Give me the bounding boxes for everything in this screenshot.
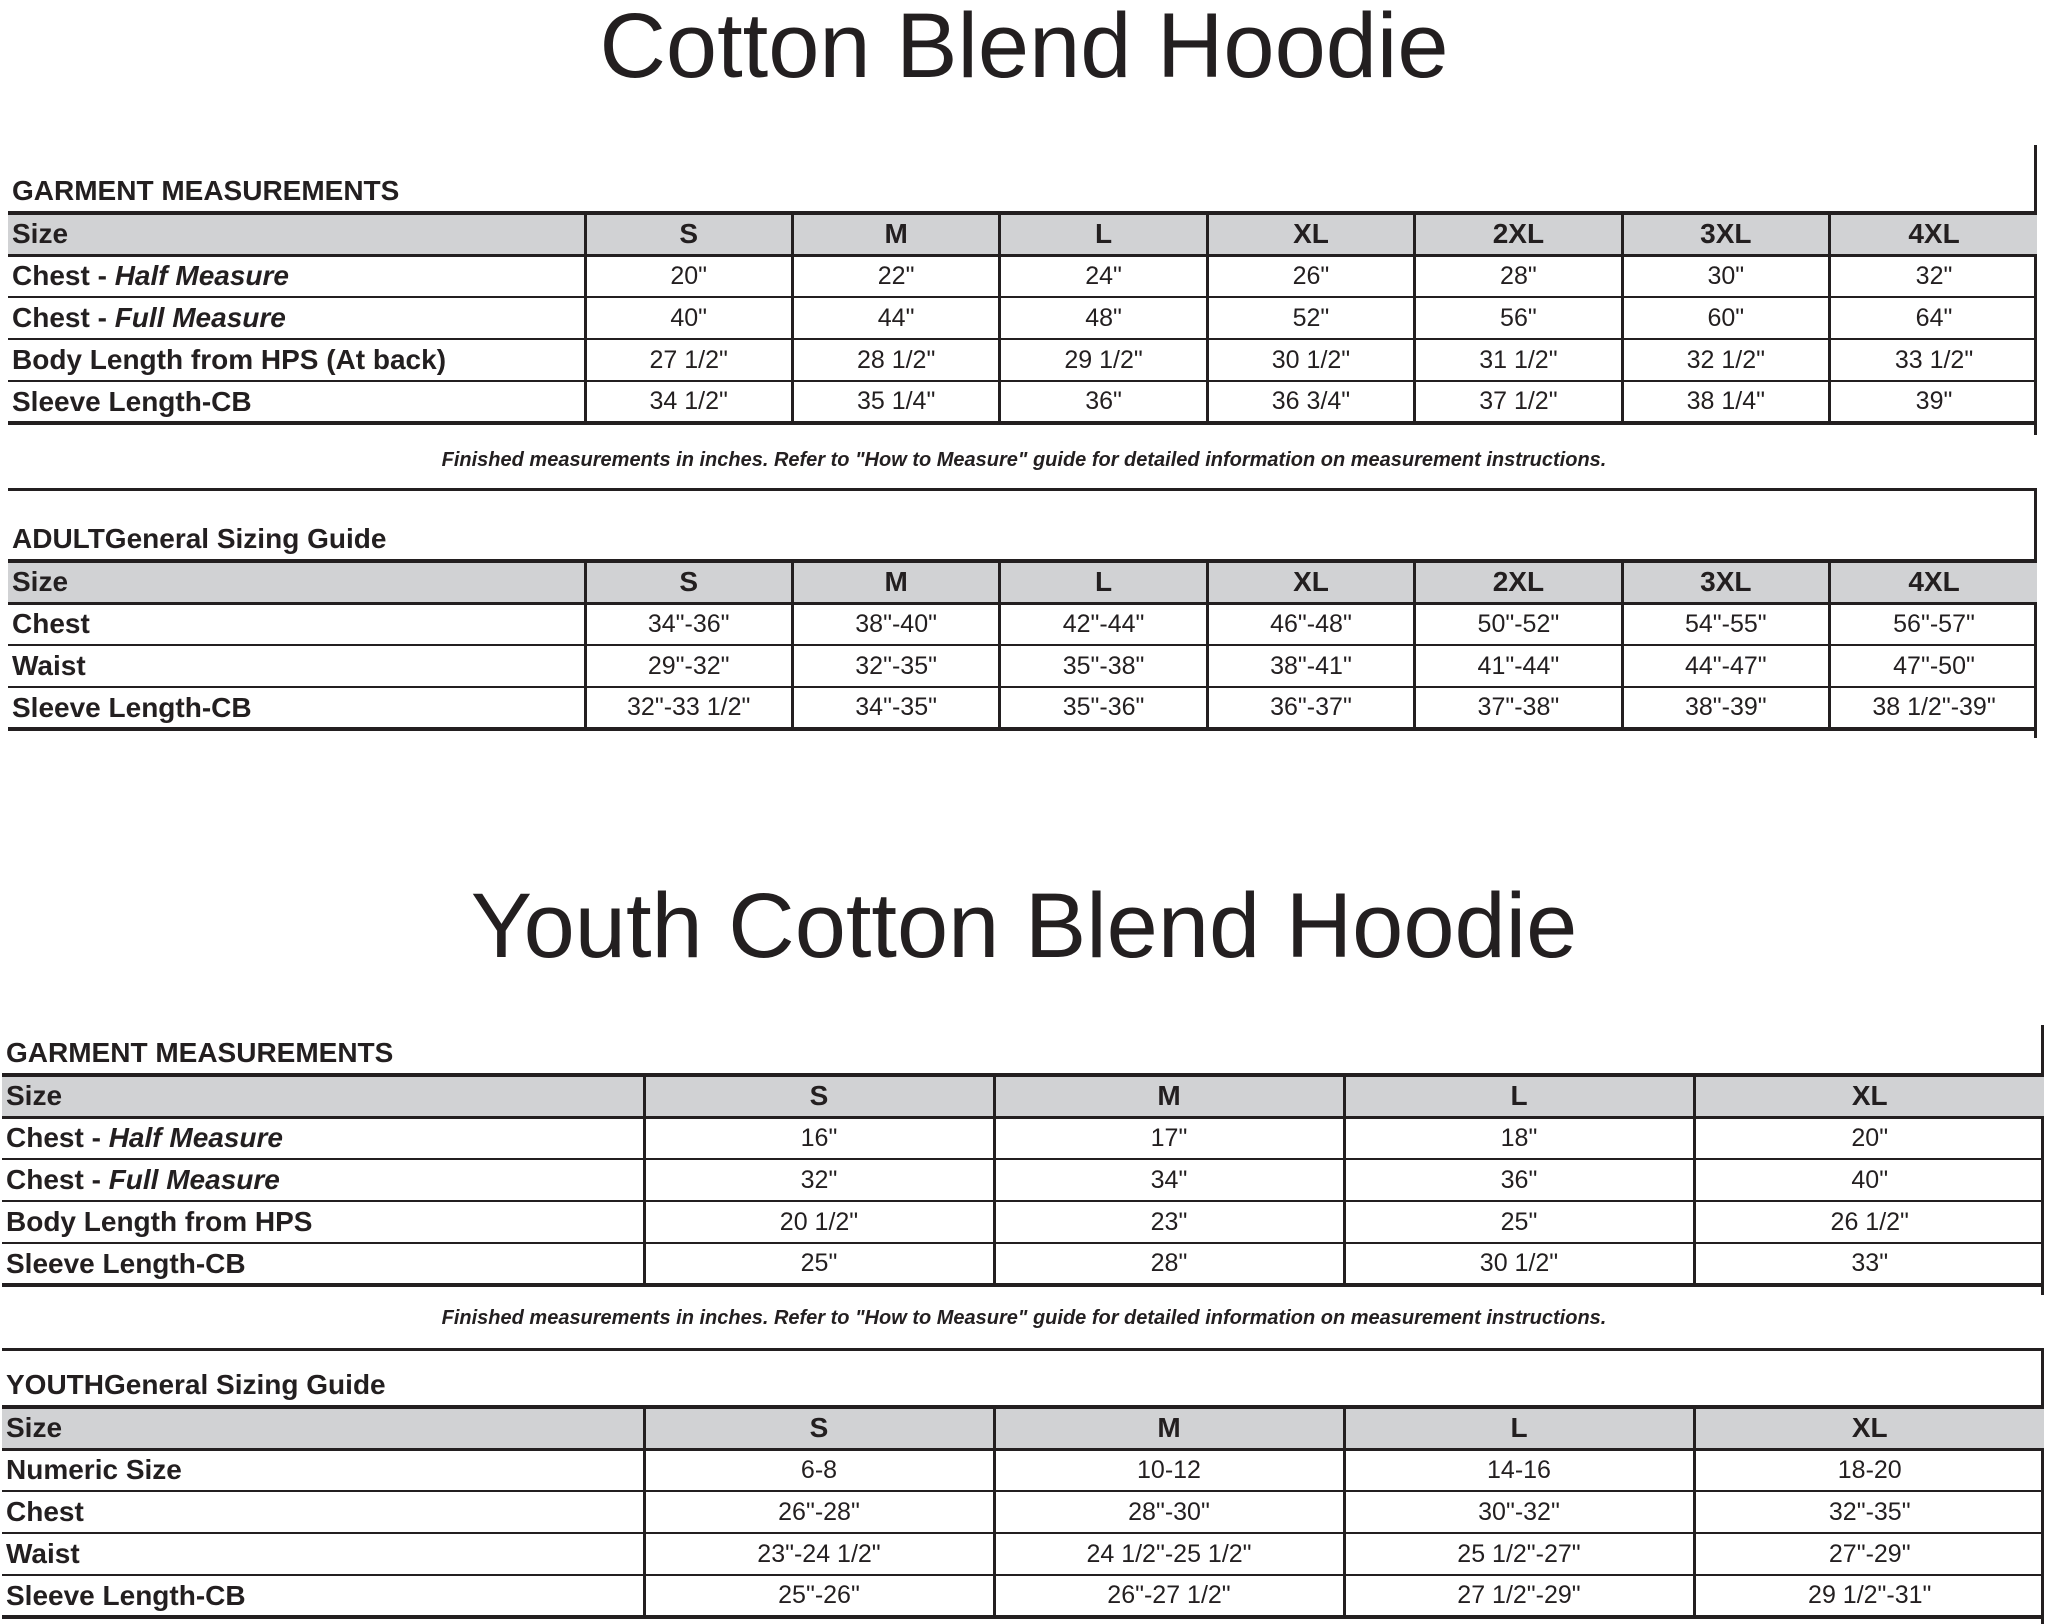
table-cell: 23" [994, 1201, 1344, 1243]
table-cell: 16" [644, 1117, 994, 1159]
size-header-row [2, 1407, 2044, 1449]
size-column-header: 2XL [1415, 561, 1622, 603]
row-label-text: Body Length from HPS (At back) [12, 344, 447, 375]
table-cell: 36 3/4" [1207, 381, 1414, 423]
adult-garment-note: Finished measurements in inches. Refer to "How to Measure" guide for detailed information on measurement instructions. [441, 449, 1607, 471]
row-label [2, 1449, 644, 1491]
table-row [2, 1575, 2044, 1617]
row-label [2, 1201, 644, 1243]
table-cell: 46"-48" [1207, 603, 1414, 645]
size-column-header: S [585, 561, 792, 603]
size-column-header: L [1344, 1407, 1694, 1449]
table-heading [8, 163, 2037, 211]
table-cell: 25 1/2"-27" [1344, 1533, 1694, 1575]
row-label [2, 1491, 644, 1533]
table-heading-bold: ADULT [12, 523, 105, 554]
table-cell: 34"-36" [585, 603, 792, 645]
table-cell: 28 1/2" [792, 339, 999, 381]
table-cell: 29 1/2" [1000, 339, 1207, 381]
adult-title: Cotton Blend Hoodie [599, 0, 1449, 97]
table-cell: 50"-52" [1415, 603, 1622, 645]
table-cell: 38"-41" [1207, 645, 1414, 687]
adult-garment-table [8, 163, 2037, 425]
size-column-header: XL [1207, 213, 1414, 255]
table-row [2, 1243, 2044, 1285]
table-cell: 32" [1830, 255, 2037, 297]
table-heading-text: GARMENT MEASUREMENTS [6, 1037, 394, 1068]
table-cell: 52" [1207, 297, 1414, 339]
table-cell: 38"-39" [1622, 687, 1829, 729]
row-label [8, 381, 585, 423]
table-cell: 56"-57" [1830, 603, 2037, 645]
row-label-italic: Half Measure [108, 1122, 283, 1154]
table-cell: 64" [1830, 297, 2037, 339]
table-cell: 30 1/2" [1344, 1243, 1694, 1285]
table-cell: 39" [1830, 381, 2037, 423]
table-row [8, 603, 2037, 645]
youth-title: Youth Cotton Blend Hoodie [470, 875, 1578, 977]
size-column-header: M [994, 1075, 1344, 1117]
row-label [8, 603, 585, 645]
row-label [8, 645, 585, 687]
table-cell: 14-16 [1344, 1449, 1694, 1491]
table-cell: 38"-40" [792, 603, 999, 645]
table-row [8, 255, 2037, 297]
table-row [8, 687, 2037, 729]
row-label-text: Sleeve Length-CB [6, 1247, 246, 1279]
table-row [2, 1449, 2044, 1491]
table-cell: 35"-36" [1000, 687, 1207, 729]
table-cell: 36" [1344, 1159, 1694, 1201]
table-cell: 26"-28" [644, 1491, 994, 1533]
table-cell: 60" [1622, 297, 1829, 339]
table-cell: 56" [1415, 297, 1622, 339]
table-heading-text: GARMENT MEASUREMENTS [12, 175, 400, 206]
table-cell: 20" [585, 255, 792, 297]
row-label [2, 1533, 644, 1575]
table-row [2, 1201, 2044, 1243]
size-label: Size [8, 561, 585, 603]
size-column-header: S [644, 1407, 994, 1449]
table-cell: 28" [1415, 255, 1622, 297]
row-label-text: Chest - [6, 1122, 109, 1154]
table-cell: 40" [585, 297, 792, 339]
table-cell: 27"-29" [1694, 1533, 2044, 1575]
size-column-header: 2XL [1415, 213, 1622, 255]
table-heading [2, 1357, 2044, 1405]
table-row [2, 1491, 2044, 1533]
table-cell: 32 1/2" [1622, 339, 1829, 381]
row-label-text: Sleeve Length-CB [12, 385, 252, 417]
table-cell: 33 1/2" [1830, 339, 2037, 381]
size-column-header: 4XL [1830, 561, 2037, 603]
table-cell: 36"-37" [1207, 687, 1414, 729]
table-cell: 18" [1344, 1117, 1694, 1159]
size-column-header: M [994, 1407, 1344, 1449]
table-heading [2, 1025, 2044, 1073]
row-label [2, 1575, 644, 1617]
table-cell: 38 1/2"-39" [1830, 687, 2037, 729]
table-heading-bold: YOUTH [6, 1369, 104, 1400]
table-cell: 32"-35" [792, 645, 999, 687]
youth-garment-note: Finished measurements in inches. Refer to "How to Measure" guide for detailed information on measurement instructions. [441, 1307, 1607, 1329]
table-cell: 20 1/2" [644, 1201, 994, 1243]
size-label: Size [2, 1075, 644, 1117]
table-cell: 24 1/2"-25 1/2" [994, 1533, 1344, 1575]
table-cell: 35"-38" [1000, 645, 1207, 687]
table-heading [8, 511, 2037, 559]
table-heading-rest: General Sizing Guide [104, 523, 387, 554]
size-column-header: XL [1207, 561, 1414, 603]
table-cell: 24" [1000, 255, 1207, 297]
table-cell: 41"-44" [1415, 645, 1622, 687]
table-cell: 30 1/2" [1207, 339, 1414, 381]
size-table [8, 211, 2037, 425]
table-row [2, 1159, 2044, 1201]
table-cell: 42"-44" [1000, 603, 1207, 645]
table-cell: 34" [994, 1159, 1344, 1201]
adult-guide-table [8, 511, 2037, 731]
row-label-italic: Half Measure [114, 260, 289, 292]
table-cell: 30"-32" [1344, 1491, 1694, 1533]
size-column-header: S [644, 1075, 994, 1117]
row-label [8, 255, 585, 297]
row-label-text: Numeric Size [6, 1454, 182, 1486]
row-label [2, 1159, 644, 1201]
size-table [2, 1073, 2044, 1287]
row-label [2, 1117, 644, 1159]
table-cell: 31 1/2" [1415, 339, 1622, 381]
table-cell: 28"-30" [994, 1491, 1344, 1533]
youth-garment-table [2, 1025, 2044, 1287]
table-cell: 33" [1694, 1243, 2044, 1285]
row-label-text: Waist [6, 1538, 80, 1569]
table-row [8, 339, 2037, 381]
table-cell: 27 1/2"-29" [1344, 1575, 1694, 1617]
adult-guide-top-border [8, 488, 2037, 491]
row-label [8, 687, 585, 729]
table-row [8, 297, 2037, 339]
table-cell: 34 1/2" [585, 381, 792, 423]
table-cell: 35 1/4" [792, 381, 999, 423]
row-label-text: Chest - [12, 260, 115, 292]
table-row [8, 645, 2037, 687]
row-label-italic: Full Measure [114, 302, 286, 333]
row-label [8, 339, 585, 381]
table-cell: 26 1/2" [1694, 1201, 2044, 1243]
table-cell: 26" [1207, 255, 1414, 297]
table-cell: 29"-32" [585, 645, 792, 687]
table-cell: 40" [1694, 1159, 2044, 1201]
row-label [8, 297, 585, 339]
size-header-row [8, 561, 2037, 603]
row-label-text: Chest [12, 608, 90, 640]
table-row [2, 1117, 2044, 1159]
table-cell: 38 1/4" [1622, 381, 1829, 423]
size-column-header: 3XL [1622, 213, 1829, 255]
table-cell: 17" [994, 1117, 1344, 1159]
table-cell: 26"-27 1/2" [994, 1575, 1344, 1617]
size-column-header: L [1344, 1075, 1694, 1117]
size-label: Size [8, 213, 585, 255]
table-cell: 36" [1000, 381, 1207, 423]
row-label-text: Chest - [12, 302, 115, 333]
table-heading-rest: General Sizing Guide [104, 1369, 386, 1400]
size-column-header: L [1000, 561, 1207, 603]
size-column-header: S [585, 213, 792, 255]
row-label-text: Sleeve Length-CB [12, 691, 252, 723]
table-cell: 18-20 [1694, 1449, 2044, 1491]
size-column-header: M [792, 561, 999, 603]
table-cell: 28" [994, 1243, 1344, 1285]
size-header-row [2, 1075, 2044, 1117]
table-cell: 20" [1694, 1117, 2044, 1159]
table-cell: 6-8 [644, 1449, 994, 1491]
table-cell: 25" [1344, 1201, 1694, 1243]
table-cell: 34"-35" [792, 687, 999, 729]
table-cell: 27 1/2" [585, 339, 792, 381]
table-cell: 37"-38" [1415, 687, 1622, 729]
table-cell: 30" [1622, 255, 1829, 297]
size-label: Size [2, 1407, 644, 1449]
table-cell: 48" [1000, 297, 1207, 339]
table-cell: 32" [644, 1159, 994, 1201]
table-cell: 25"-26" [644, 1575, 994, 1617]
size-table [8, 559, 2037, 731]
table-cell: 47"-50" [1830, 645, 2037, 687]
table-row [8, 381, 2037, 423]
row-label [2, 1243, 644, 1285]
table-cell: 54"-55" [1622, 603, 1829, 645]
size-column-header: XL [1694, 1075, 2044, 1117]
row-label-text: Chest [6, 1496, 84, 1527]
size-column-header: 4XL [1830, 213, 2037, 255]
table-cell: 10-12 [994, 1449, 1344, 1491]
table-cell: 25" [644, 1243, 994, 1285]
row-label-text: Chest - [6, 1164, 109, 1195]
table-row [2, 1533, 2044, 1575]
table-cell: 32"-33 1/2" [585, 687, 792, 729]
row-label-text: Waist [12, 650, 86, 681]
row-label-italic: Full Measure [108, 1164, 280, 1195]
table-cell: 37 1/2" [1415, 381, 1622, 423]
table-cell: 44"-47" [1622, 645, 1829, 687]
row-label-text: Sleeve Length-CB [6, 1579, 246, 1611]
row-label-text: Body Length from HPS [6, 1206, 313, 1237]
table-cell: 32"-35" [1694, 1491, 2044, 1533]
size-table [2, 1405, 2044, 1619]
youth-guide-table [2, 1357, 2044, 1619]
size-header-row [8, 213, 2037, 255]
table-cell: 29 1/2"-31" [1694, 1575, 2044, 1617]
size-column-header: L [1000, 213, 1207, 255]
table-cell: 22" [792, 255, 999, 297]
table-cell: 44" [792, 297, 999, 339]
size-column-header: 3XL [1622, 561, 1829, 603]
size-column-header: M [792, 213, 999, 255]
table-cell: 23"-24 1/2" [644, 1533, 994, 1575]
size-column-header: XL [1694, 1407, 2044, 1449]
youth-guide-top-border [2, 1348, 2044, 1351]
